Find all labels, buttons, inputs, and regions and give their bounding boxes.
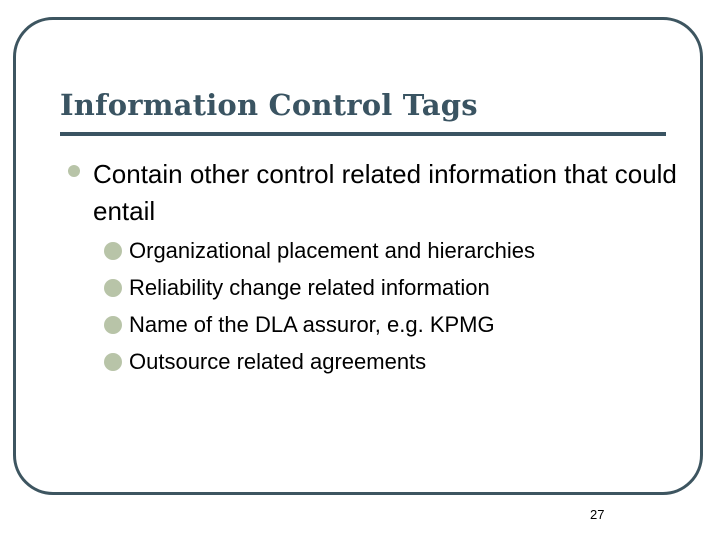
main-bullet-dot-icon xyxy=(68,165,80,177)
sub-bullet-item xyxy=(104,306,664,343)
sub-bullet-text: Outsource related agreements xyxy=(129,348,427,374)
main-bullet-text: Contain other control related information that could entail xyxy=(93,159,677,226)
bullet-dot-icon xyxy=(104,353,122,371)
sub-bullet-item xyxy=(104,343,664,380)
sub-bullet-text: Name of the DLA assuror, e.g. KPMG xyxy=(129,311,495,337)
bullet-dot-icon xyxy=(104,279,122,297)
slide-title: Information Control Tags xyxy=(60,88,478,122)
title-underline xyxy=(60,132,666,136)
sub-bullet-list xyxy=(104,232,664,380)
bullet-dot-icon xyxy=(104,316,122,334)
sub-bullet-text: Organizational placement and hierarchies xyxy=(129,237,536,263)
page-number: 27 xyxy=(590,507,605,522)
sub-bullet-text: Reliability change related information xyxy=(129,274,490,300)
bullet-dot-icon xyxy=(104,242,122,260)
sub-bullet-item xyxy=(104,269,664,306)
sub-bullet-item xyxy=(104,232,664,269)
